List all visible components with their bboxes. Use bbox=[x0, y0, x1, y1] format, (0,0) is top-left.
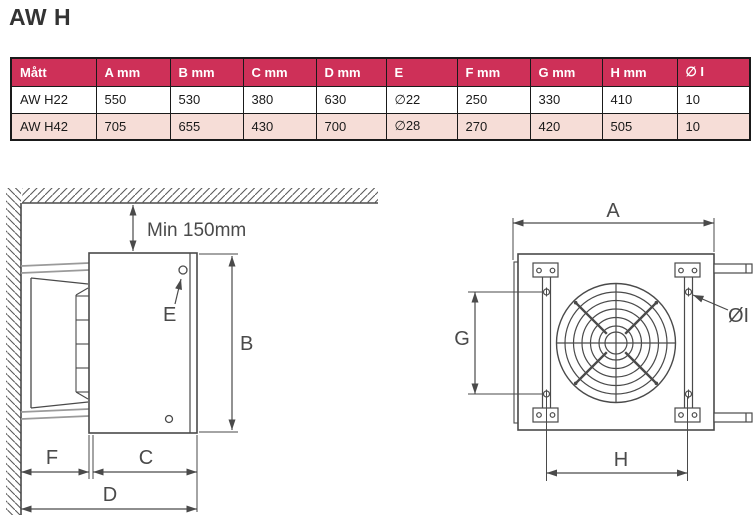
table-row bbox=[11, 86, 750, 113]
pipe-connection-bottom bbox=[714, 413, 752, 422]
dimension-b bbox=[199, 254, 238, 432]
table-cell: AW H42 bbox=[11, 113, 96, 140]
table-cell: ∅22 bbox=[386, 86, 457, 113]
table-header-row bbox=[11, 58, 750, 86]
table-cell: 430 bbox=[243, 113, 316, 140]
technical-drawings bbox=[0, 185, 755, 520]
pipe-connection-top bbox=[714, 264, 752, 273]
table-cell: 530 bbox=[170, 86, 243, 113]
column-header: ∅ I bbox=[677, 58, 750, 86]
column-header: C mm bbox=[243, 58, 316, 86]
table-body bbox=[11, 86, 750, 140]
dim-label-g: G bbox=[454, 328, 470, 350]
table-cell: 630 bbox=[316, 86, 386, 113]
side-view-drawing bbox=[6, 188, 378, 515]
wall-hatch bbox=[6, 188, 21, 515]
min-clearance-label: Min 150mm bbox=[147, 220, 247, 241]
table-cell: 655 bbox=[170, 113, 243, 140]
table-cell: 10 bbox=[677, 86, 750, 113]
table-cell: 250 bbox=[457, 86, 530, 113]
column-header: D mm bbox=[316, 58, 386, 86]
page-title: AW H bbox=[9, 4, 72, 30]
table-cell: 705 bbox=[96, 113, 170, 140]
table-cell: 505 bbox=[602, 113, 677, 140]
dim-label-a: A bbox=[606, 200, 620, 222]
column-header: E bbox=[386, 58, 457, 86]
table-cell: AW H22 bbox=[11, 86, 96, 113]
column-header: G mm bbox=[530, 58, 602, 86]
dim-label-diameter-i: ØI bbox=[728, 305, 750, 327]
column-header: B mm bbox=[170, 58, 243, 86]
heater-coil-grid bbox=[76, 288, 89, 399]
column-header: A mm bbox=[96, 58, 170, 86]
table-cell: 10 bbox=[677, 113, 750, 140]
screw-hole-top bbox=[179, 266, 187, 274]
dim-label-f: F bbox=[45, 447, 59, 469]
screw-hole-bottom bbox=[166, 416, 173, 423]
dim-label-e: E bbox=[163, 304, 177, 326]
column-header: H mm bbox=[602, 58, 677, 86]
ceiling-hatch bbox=[22, 188, 378, 203]
table-cell: 410 bbox=[602, 86, 677, 113]
intake-frame bbox=[31, 278, 88, 408]
table-cell: 270 bbox=[457, 113, 530, 140]
dim-label-h: H bbox=[613, 449, 629, 471]
table-cell: 700 bbox=[316, 113, 386, 140]
dim-label-b: B bbox=[240, 333, 254, 355]
table-cell: 420 bbox=[530, 113, 602, 140]
dim-label-d: D bbox=[102, 484, 118, 506]
table-cell: 330 bbox=[530, 86, 602, 113]
table-row bbox=[11, 113, 750, 140]
table-cell: 550 bbox=[96, 86, 170, 113]
column-header: Mått bbox=[11, 58, 96, 86]
dim-label-c: C bbox=[138, 447, 154, 469]
column-header: F mm bbox=[457, 58, 530, 86]
front-view-drawing bbox=[454, 200, 752, 481]
dimensions-table bbox=[10, 57, 751, 141]
table-cell: ∅28 bbox=[386, 113, 457, 140]
table-cell: 380 bbox=[243, 86, 316, 113]
fan-guard bbox=[557, 284, 676, 403]
